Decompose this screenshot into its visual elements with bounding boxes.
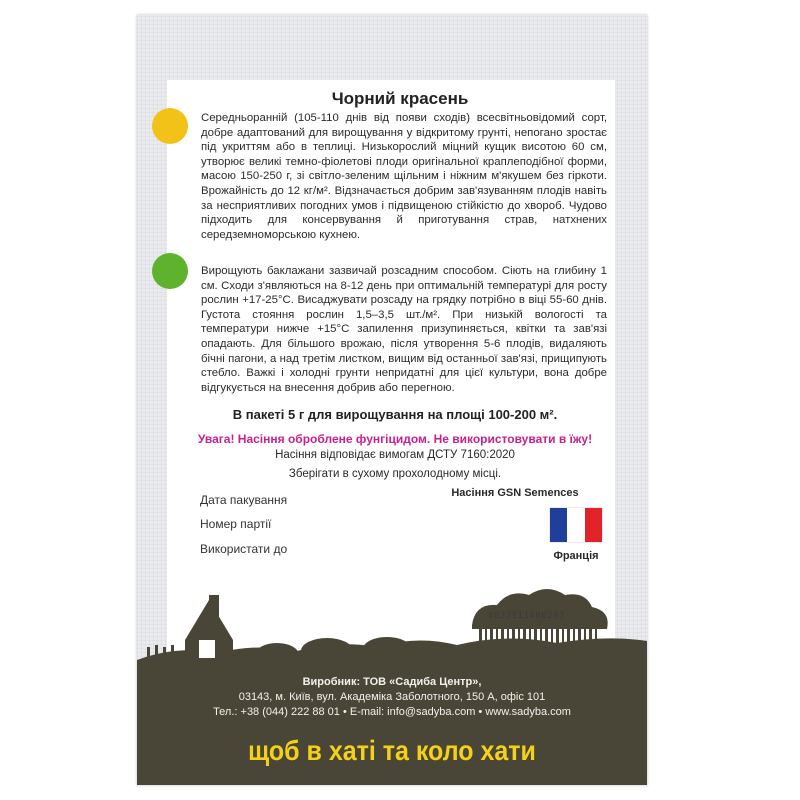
pack-date-label: Дата пакування (200, 493, 288, 507)
brand-name: Насіння GSN Semences (451, 487, 579, 499)
country-name: Франція (553, 550, 599, 562)
france-flag-icon (550, 508, 602, 542)
storage-note: Зберігати в сухому прохолодному місці. (288, 468, 502, 480)
green-dot-icon (152, 253, 188, 289)
barcode-number: 4823111406297 (488, 611, 565, 621)
fungicide-warning: Увага! Насіння оброблене фунгіцидом. Не використовувати в їжу! (197, 432, 593, 446)
variety-title: Чорний красень (331, 89, 469, 108)
variety-description: Середньоранній (105-110 днів від появи сходів) всесвітньовідомий сорт, добре адаптований для вирощування у відкритому грунті, непогано зростає під укриттям або в теплиці. Низькорослий міцний кущик висотою 60 см, утворює великі темно-фіолетові плоди оригінальної краплеподібної форми, масою 150-250 г, зі світло-зеленим щільним і ніжним м'якушем без гіркоти. Врожайність до 12 кг/м². Відзначається добрим зав'язуванням плодів навіть за несприятливих погодних умов і підвищеною стійкістю до хвороб. Чудово підходить для консервування й приготування страв, натхнених середземноморською кухнею. (201, 112, 607, 241)
manufacturer-name: Виробник: ТОВ «Садиба Центр», (302, 676, 482, 688)
growing-instructions: Вирощують баклажани зазвичай розсадним способом. Сіють на глибину 1 см. Сходи з'являються на 8-12 день при оптимальній температурі для росту рослин +17-25°С. Висаджувати розсаду на грядку потрібно в віці 55-60 днів. Густота стояння рослин 1,5–3,5 шт./м². При низькій вологості та температури нижче +15°С запилення призупиняється, квітки та зав'язі опадають. Для більшого врожаю, після утворення 5-6 плодів, видаляють бічні пагони, а над третім листком, вищим від останньої зав'язі, прищипують стебло. Важкі і холодні грунти непридатні для цієї культури, вона добре відгукується на внесення добрив або перегною. (201, 265, 607, 394)
use-by-label: Використати до (200, 542, 288, 556)
manufacturer-info (137, 675, 647, 720)
manufacturer-address: 03143, м. Київ, вул. Академіка Заболотного, 150 А, офіс 101 (238, 691, 546, 703)
slogan: щоб в хаті та коло хати (248, 735, 536, 767)
manufacturer-contacts: Тел.: +38 (044) 222 88 01 • E-mail: info@sadyba.com • www.sadyba.com (213, 706, 571, 718)
standard-note: Насіння відповідає вимогам ДСТУ 7160:2020 (275, 449, 515, 461)
packet-size: В пакеті 5 г для вирощування на площі 100-200 м². (232, 407, 558, 422)
yellow-dot-icon (152, 108, 188, 144)
batch-label: Номер партії (200, 517, 272, 531)
